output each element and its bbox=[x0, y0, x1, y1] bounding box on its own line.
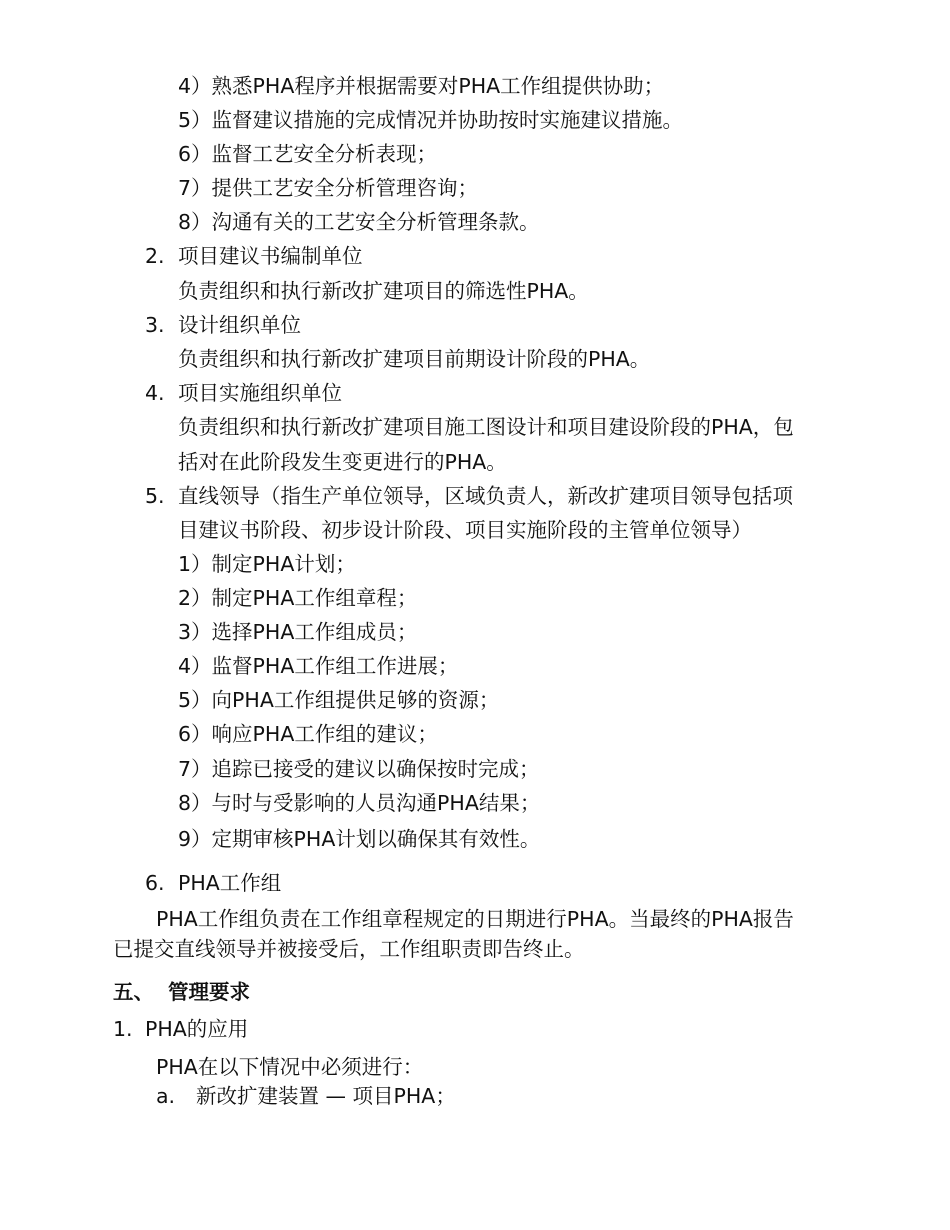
section-4-description-line1: 负责组织和执行新改扩建项目施工图设计和项目建设阶段的PHA，包 bbox=[178, 415, 794, 439]
subsection-1-intro: PHA在以下情况中必须进行： bbox=[156, 1055, 424, 1079]
section-number: 4. bbox=[145, 381, 165, 405]
item-text: 新改扩建装置 — 项目PHA； bbox=[196, 1084, 456, 1108]
section-6-paragraph-line1: PHA工作组负责在工作组章程规定的日期进行PHA。当最终的PHA报告 bbox=[156, 907, 794, 931]
section-title: 项目实施组织单位 bbox=[178, 381, 342, 405]
section-number: 3. bbox=[145, 313, 165, 337]
section-title: 设计组织单位 bbox=[178, 313, 301, 337]
list-item: 7）提供工艺安全分析管理咨询； bbox=[178, 176, 479, 200]
list-item: 8）沟通有关的工艺安全分析管理条款。 bbox=[178, 210, 540, 234]
section-title: PHA的应用 bbox=[145, 1017, 249, 1041]
list-item: 9）定期审核PHA计划以确保其有效性。 bbox=[178, 827, 541, 851]
section-4-description-line2: 括对在此阶段发生变更进行的PHA。 bbox=[178, 450, 507, 474]
list-item: 6）监督工艺安全分析表现； bbox=[178, 142, 438, 166]
section-number: 1. bbox=[113, 1017, 133, 1041]
list-item: 7）追踪已接受的建议以确保按时完成； bbox=[178, 757, 540, 781]
section-3-description: 负责组织和执行新改扩建项目前期设计阶段的PHA。 bbox=[178, 347, 651, 371]
section-number: 2. bbox=[145, 244, 165, 268]
list-item: 8）与时与受影响的人员沟通PHA结果； bbox=[178, 791, 541, 815]
list-item: 3）选择PHA工作组成员； bbox=[178, 620, 418, 644]
section-5-heading-line2: 目建议书阶段、初步设计阶段、项目实施阶段的主管单位领导） bbox=[178, 518, 752, 542]
chapter-number: 五、 bbox=[113, 980, 154, 1004]
list-item: 6）响应PHA工作组的建议； bbox=[178, 722, 438, 746]
section-title: 直线领导（指生产单位领导，区域负责人，新改扩建项目领导包括项 bbox=[178, 484, 793, 508]
section-number: 5. bbox=[145, 484, 165, 508]
section-2-description: 负责组织和执行新改扩建项目的筛选性PHA。 bbox=[178, 279, 589, 303]
section-title: PHA工作组 bbox=[178, 871, 282, 895]
list-item: 1）制定PHA计划； bbox=[178, 552, 356, 576]
list-item: 4）熟悉PHA程序并根据需要对PHA工作组提供协助； bbox=[178, 74, 665, 98]
item-label: a. bbox=[156, 1084, 176, 1108]
section-title: 项目建议书编制单位 bbox=[178, 244, 363, 268]
section-number: 6. bbox=[145, 871, 165, 895]
list-item: 5）监督建议措施的完成情况并协助按时实施建议措施。 bbox=[178, 108, 684, 132]
chapter-title: 管理要求 bbox=[168, 980, 250, 1004]
list-item: 5）向PHA工作组提供足够的资源； bbox=[178, 688, 500, 712]
section-6-paragraph-line2: 已提交直线领导并被接受后，工作组职责即告终止。 bbox=[113, 937, 585, 961]
list-item: 2）制定PHA工作组章程； bbox=[178, 586, 418, 610]
list-item: 4）监督PHA工作组工作进展； bbox=[178, 654, 459, 678]
